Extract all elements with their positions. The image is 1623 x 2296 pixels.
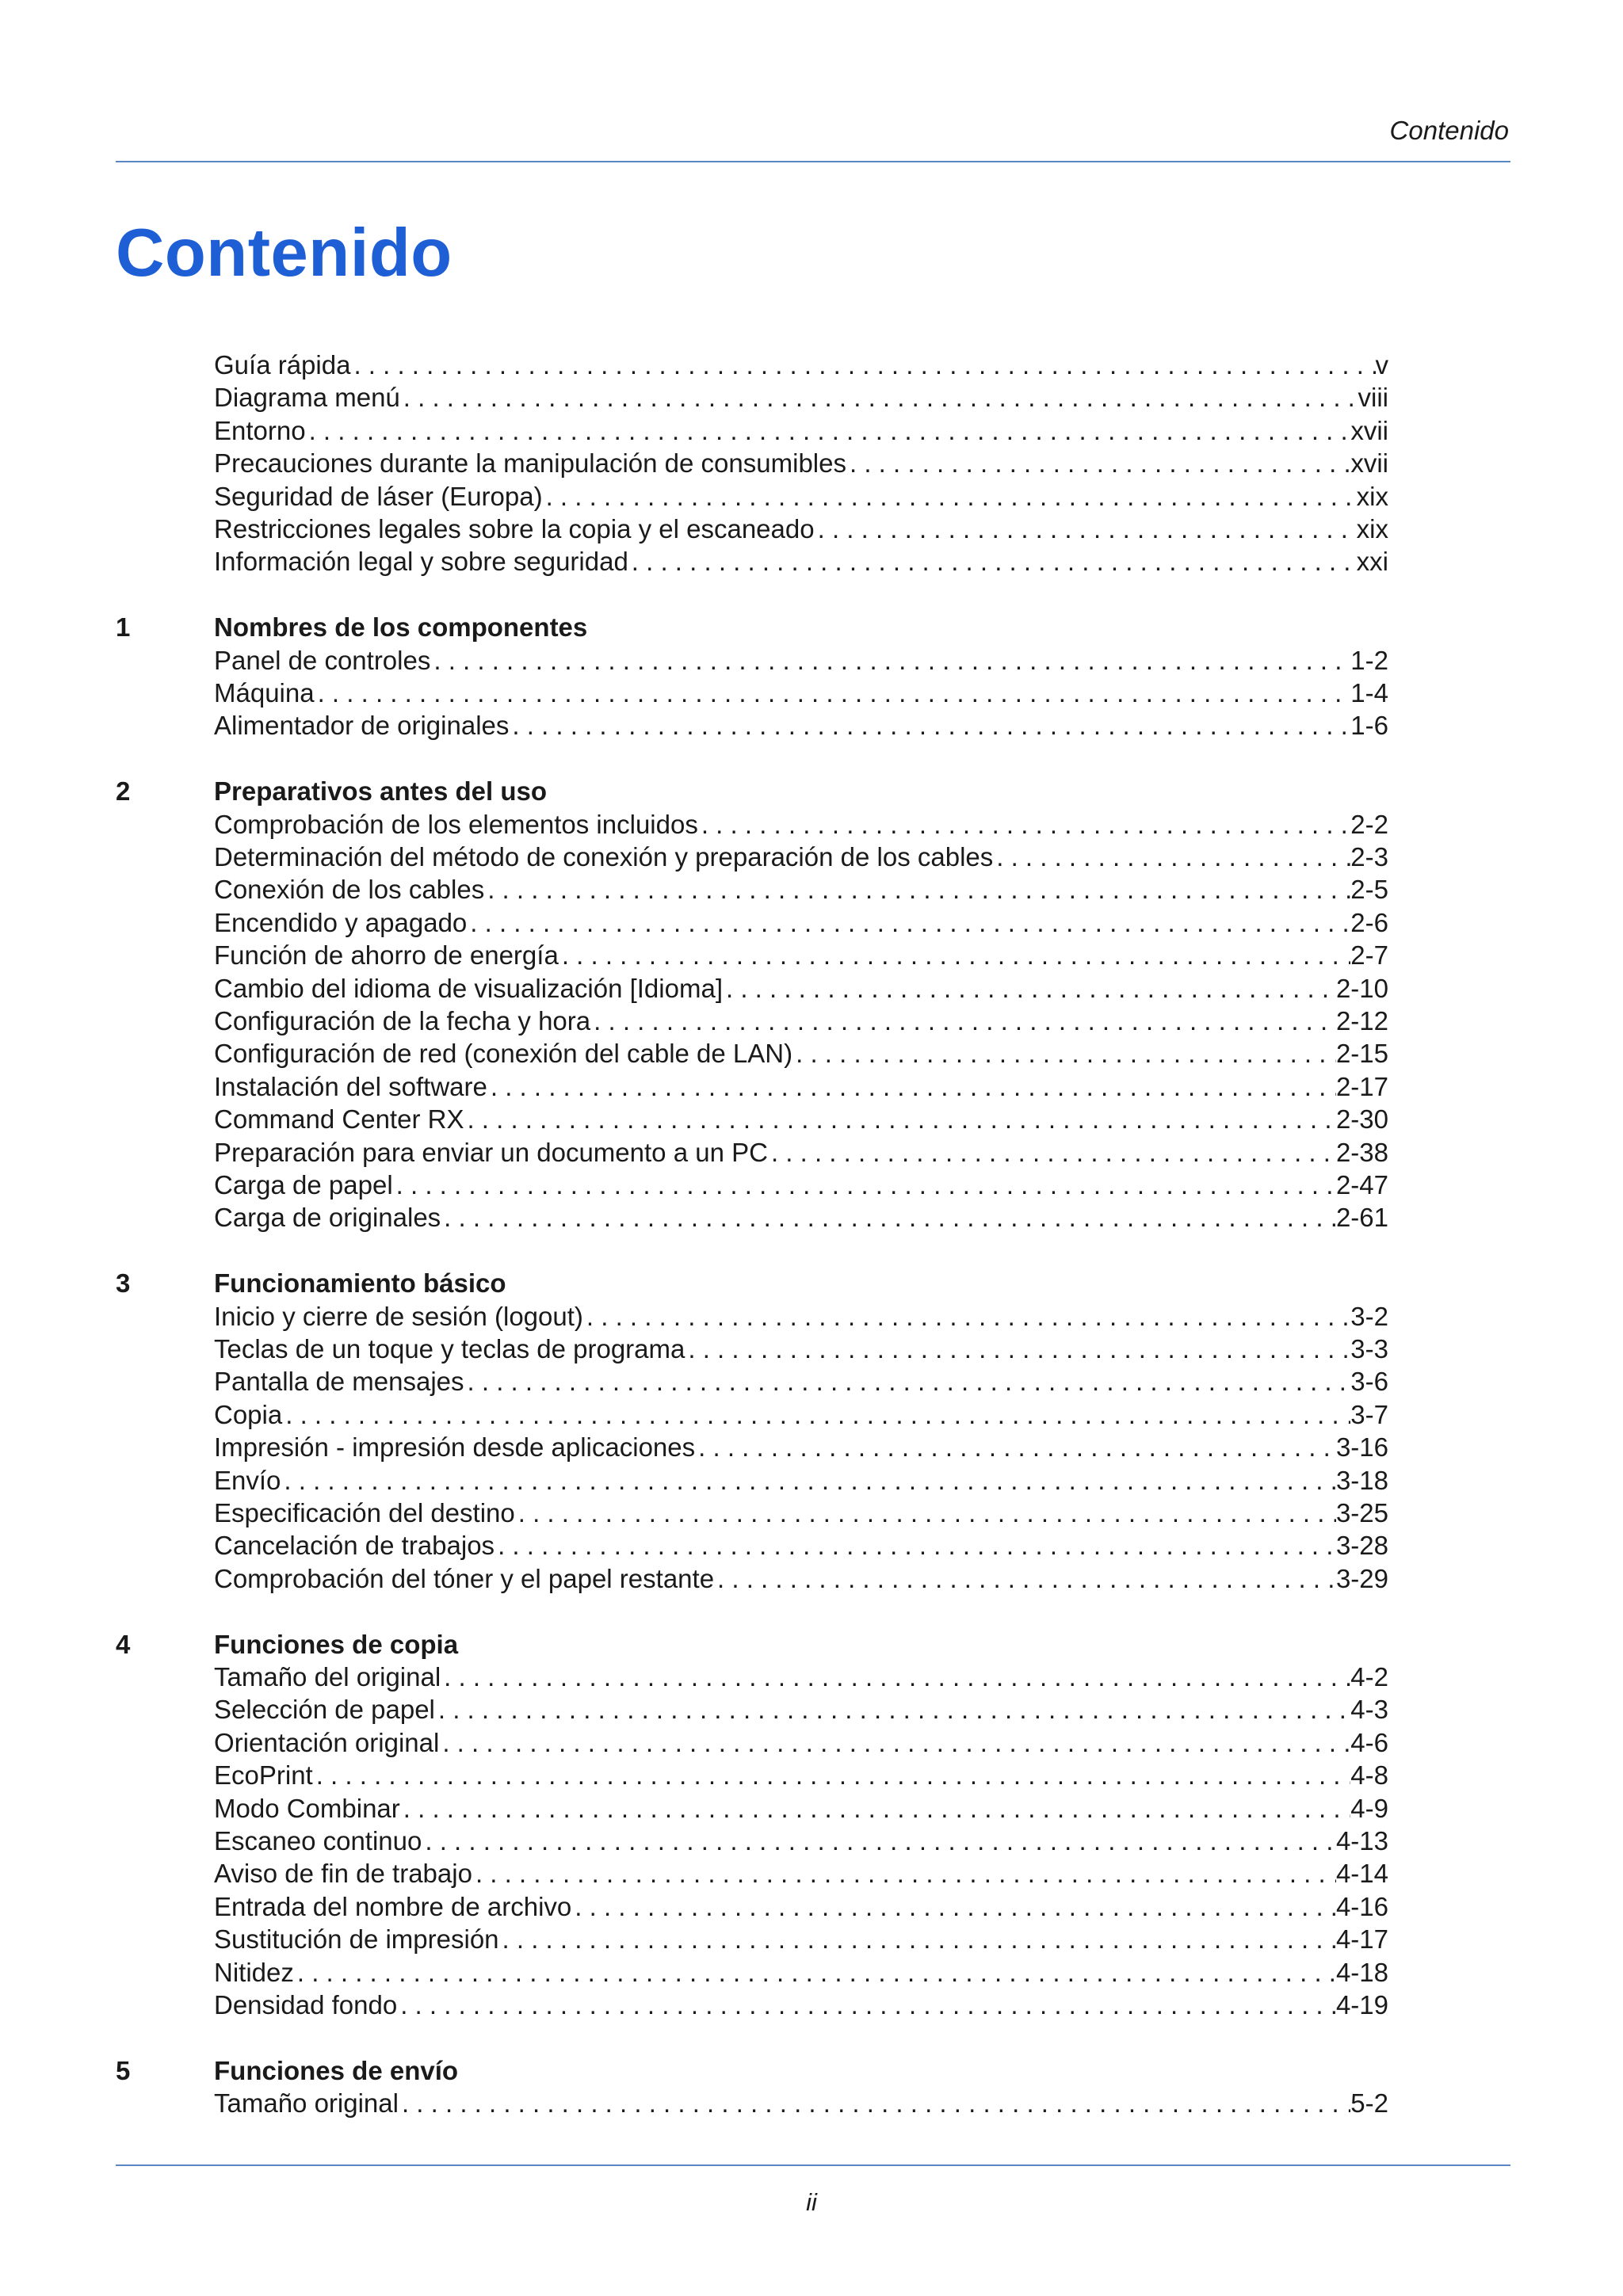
toc-entry-page: 4-14: [1335, 1859, 1388, 1889]
toc-entry[interactable]: [214, 381, 1388, 414]
toc-entry[interactable]: [214, 2087, 1388, 2119]
toc-entry[interactable]: [214, 1825, 1388, 1857]
toc-entry[interactable]: [214, 1497, 1388, 1529]
dot-leader: [467, 906, 1350, 939]
toc-entry[interactable]: [214, 1037, 1388, 1070]
toc-entry[interactable]: [214, 1431, 1388, 1463]
chapter-title: Funcionamiento básico: [214, 1268, 506, 1299]
dot-leader: [495, 1529, 1336, 1562]
toc-entry[interactable]: [214, 1759, 1388, 1791]
toc-entry[interactable]: [214, 1300, 1388, 1333]
toc-entry[interactable]: [214, 1169, 1388, 1201]
toc-entry[interactable]: [214, 873, 1388, 906]
toc-entry-label: Tamaño original: [214, 2088, 399, 2119]
toc-entry-page: 4-6: [1350, 1727, 1388, 1757]
toc-entry-page: 2-17: [1335, 1071, 1388, 1101]
toc-entry-page: 3-3: [1350, 1334, 1388, 1364]
toc-entry-page: xix: [1356, 481, 1388, 511]
toc-entry-page: 4-13: [1335, 1826, 1388, 1856]
toc-entry-label: Selección de papel: [214, 1695, 435, 1725]
dot-leader: [698, 808, 1350, 841]
toc-entry-page: 3-25: [1335, 1498, 1388, 1527]
toc-entry-page: 3-18: [1335, 1465, 1388, 1495]
dot-leader: [393, 1169, 1336, 1201]
dot-leader: [723, 972, 1336, 1005]
chapter-title: Nombres de los componentes: [214, 612, 588, 643]
toc-entry-label: Carga de papel: [214, 1169, 393, 1199]
toc-entry-label: Pantalla de mensajes: [214, 1367, 464, 1397]
table-of-contents: [0, 349, 1623, 2120]
toc-entry-label: Command Center RX: [214, 1104, 464, 1135]
dot-leader: [815, 513, 1357, 545]
toc-entry-label: Preparación para enviar un documento a un PC: [214, 1137, 768, 1167]
toc-chapter: [0, 775, 1623, 1234]
toc-entry-label: Información legal y sobre seguridad: [214, 547, 628, 577]
toc-entry-label: EcoPrint: [214, 1760, 313, 1791]
toc-entry-page: 4-18: [1335, 1957, 1388, 1987]
toc-entry-label: Escaneo continuo: [214, 1826, 422, 1856]
toc-entry[interactable]: [214, 1989, 1388, 2021]
dot-leader: [441, 1201, 1336, 1234]
toc-entry-label: Máquina: [214, 678, 315, 708]
toc-chapter: [0, 1267, 1623, 1595]
toc-entry-label: Conexión de los cables: [214, 875, 485, 905]
toc-entry[interactable]: [214, 1136, 1388, 1169]
toc-entry-label: Orientación original: [214, 1727, 440, 1757]
toc-chapter: [0, 1628, 1623, 2022]
dot-leader: [768, 1136, 1336, 1169]
toc-entry-label: Diagrama menú: [214, 383, 400, 413]
toc-entry-page: viii: [1358, 383, 1388, 413]
toc-entry[interactable]: [214, 414, 1388, 447]
toc-entry-page: 3-7: [1350, 1399, 1388, 1429]
dot-leader: [350, 349, 1375, 381]
toc-entry-label: Instalación del software: [214, 1071, 487, 1101]
toc-entry[interactable]: [214, 939, 1388, 971]
toc-entry[interactable]: [214, 841, 1388, 873]
toc-entry[interactable]: [214, 349, 1388, 381]
header-rule: [116, 161, 1510, 162]
toc-entry-page: 2-30: [1335, 1104, 1388, 1135]
dot-leader: [399, 2087, 1350, 2119]
toc-entry[interactable]: [214, 1333, 1388, 1365]
toc-entry-label: Cambio del idioma de visualización [Idioma]: [214, 973, 723, 1003]
toc-entry-page: 4-9: [1350, 1793, 1388, 1823]
dot-leader: [590, 1005, 1336, 1037]
toc-entry-label: Cancelación de trabajos: [214, 1531, 495, 1561]
dot-leader: [792, 1037, 1336, 1070]
dot-leader: [313, 1759, 1351, 1791]
chapter-number: 5: [116, 2055, 131, 2085]
toc-entry-page: 2-38: [1335, 1137, 1388, 1167]
toc-entry-label: Panel de controles: [214, 645, 431, 675]
toc-entry-label: Teclas de un toque y teclas de programa: [214, 1334, 685, 1364]
toc-entry-page: 3-29: [1335, 1563, 1388, 1593]
dot-leader: [306, 414, 1351, 447]
toc-entry[interactable]: [214, 1464, 1388, 1497]
dot-leader: [282, 1398, 1350, 1431]
toc-entry-label: Inicio y cierre de sesión (logout): [214, 1301, 583, 1331]
toc-entry[interactable]: [214, 808, 1388, 841]
dot-leader: [294, 1956, 1336, 1989]
toc-entry-label: Carga de originales: [214, 1203, 441, 1233]
dot-leader: [628, 545, 1357, 578]
dot-leader: [430, 644, 1350, 677]
chapter-heading[interactable]: [0, 611, 1623, 643]
toc-entry-label: Aviso de fin de trabajo: [214, 1859, 472, 1889]
running-header: Contenido: [1389, 116, 1509, 145]
toc-entry-page: xvii: [1350, 448, 1388, 479]
toc-entry-label: Restricciones legales sobre la copia y el escaneado: [214, 513, 815, 543]
toc-entry[interactable]: [214, 1956, 1388, 1989]
toc-entry-label: Nitidez: [214, 1957, 294, 1987]
toc-entry-label: Envío: [214, 1465, 281, 1495]
toc-entry-page: 3-28: [1335, 1531, 1388, 1561]
toc-entry-page: 3-6: [1350, 1367, 1388, 1397]
toc-entry[interactable]: [214, 1365, 1388, 1398]
dot-leader: [685, 1333, 1350, 1365]
toc-front-matter: [0, 349, 1623, 578]
toc-entry-label: Función de ahorro de energía: [214, 940, 559, 971]
dot-leader: [464, 1103, 1335, 1135]
toc-entry[interactable]: [214, 447, 1388, 479]
toc-entry-label: Configuración de red (conexión del cable de LAN): [214, 1039, 793, 1069]
toc-entry[interactable]: [214, 1562, 1388, 1595]
dot-leader: [400, 1792, 1351, 1825]
toc-entry-page: 1-4: [1350, 678, 1388, 708]
toc-entry-page: 2-7: [1350, 940, 1388, 971]
toc-entry-label: Impresión - impresión desde aplicaciones: [214, 1432, 696, 1463]
toc-entry[interactable]: [214, 644, 1388, 677]
dot-leader: [695, 1431, 1336, 1463]
toc-entry-label: Modo Combinar: [214, 1793, 400, 1823]
toc-entry-page: 2-15: [1335, 1039, 1388, 1069]
chapter-number: 3: [116, 1268, 131, 1299]
toc-entry-page: 2-47: [1335, 1169, 1388, 1199]
toc-entry-page: 5-2: [1350, 2088, 1388, 2119]
page-number: ii: [806, 2188, 817, 2216]
toc-entry-page: 2-2: [1350, 809, 1388, 839]
chapter-title: Funciones de copia: [214, 1629, 459, 1659]
dot-leader: [439, 1726, 1350, 1759]
toc-entry-label: Comprobación del tóner y el papel restante: [214, 1563, 715, 1593]
toc-entry-page: v: [1375, 350, 1388, 379]
dot-leader: [993, 841, 1350, 873]
chapter-title: Preparativos antes del uso: [214, 776, 547, 807]
toc-entry-label: Determinación del método de conexión y preparación de los cables: [214, 842, 994, 872]
dot-leader: [397, 1989, 1336, 2021]
dot-leader: [487, 1070, 1336, 1103]
toc-entry-page: 3-2: [1350, 1301, 1388, 1331]
toc-entry[interactable]: [214, 1201, 1388, 1234]
toc-entry-label: Entorno: [214, 415, 306, 445]
toc-entry[interactable]: [214, 1890, 1388, 1923]
toc-entry-page: 2-12: [1335, 1006, 1388, 1036]
toc-entry-page: 2-61: [1335, 1203, 1388, 1233]
chapter-number: 4: [116, 1629, 131, 1659]
dot-leader: [435, 1693, 1350, 1726]
dot-leader: [400, 381, 1358, 414]
dot-leader: [484, 873, 1350, 906]
dot-leader: [472, 1857, 1336, 1890]
toc-entry-label: Alimentador de originales: [214, 711, 510, 741]
toc-entry[interactable]: [214, 906, 1388, 939]
toc-entry[interactable]: [214, 513, 1388, 545]
dot-leader: [571, 1890, 1336, 1923]
page-title: Contenido: [116, 215, 453, 291]
dot-leader: [499, 1923, 1336, 1955]
toc-entry-label: Seguridad de láser (Europa): [214, 481, 543, 511]
dot-leader: [464, 1365, 1351, 1398]
chapter-heading[interactable]: [0, 2054, 1623, 2087]
toc-entry[interactable]: [214, 1005, 1388, 1037]
toc-entry-page: 2-10: [1335, 973, 1388, 1003]
toc-entry[interactable]: [214, 1398, 1388, 1431]
toc-entry-label: Guía rápida: [214, 350, 351, 379]
toc-entry-page: 4-17: [1335, 1924, 1388, 1955]
toc-entry-page: 4-19: [1335, 1989, 1388, 2019]
toc-entry[interactable]: [214, 1792, 1388, 1825]
toc-entry-label: Tamaño del original: [214, 1662, 441, 1692]
toc-entry-page: 4-3: [1350, 1695, 1388, 1725]
toc-entry[interactable]: [214, 709, 1388, 742]
footer-rule: [116, 2164, 1510, 2166]
toc-entry-page: 4-16: [1335, 1891, 1388, 1921]
toc-entry[interactable]: [214, 1070, 1388, 1103]
dot-leader: [583, 1300, 1350, 1333]
toc-entry-label: Precauciones durante la manipulación de consumibles: [214, 448, 846, 479]
toc-entry-page: xix: [1356, 513, 1388, 543]
toc-entry-label: Copia: [214, 1399, 283, 1429]
chapter-title: Funciones de envío: [214, 2055, 459, 2085]
dot-leader: [559, 939, 1350, 971]
dot-leader: [714, 1562, 1336, 1595]
chapter-heading[interactable]: [0, 1628, 1623, 1661]
dot-leader: [515, 1497, 1336, 1529]
chapter-heading[interactable]: [0, 775, 1623, 807]
chapter-number: 2: [116, 776, 131, 807]
toc-entry[interactable]: [214, 1857, 1388, 1890]
toc-entry-page: 3-16: [1335, 1432, 1388, 1463]
toc-entry-label: Especificación del destino: [214, 1498, 515, 1527]
toc-chapter: [0, 2054, 1623, 2120]
toc-entry[interactable]: [214, 480, 1388, 513]
toc-entry-page: 2-5: [1350, 875, 1388, 905]
toc-entry[interactable]: [214, 972, 1388, 1005]
dot-leader: [441, 1661, 1350, 1693]
toc-entry-label: Configuración de la fecha y hora: [214, 1006, 591, 1036]
dot-leader: [422, 1825, 1336, 1857]
toc-entry[interactable]: [214, 1923, 1388, 1955]
toc-entry[interactable]: [214, 1103, 1388, 1135]
toc-entry-label: Sustitución de impresión: [214, 1924, 499, 1955]
dot-leader: [509, 709, 1350, 742]
toc-chapter: [0, 611, 1623, 742]
toc-entry-page: xxi: [1356, 547, 1388, 577]
toc-entry-page: 2-3: [1350, 842, 1388, 872]
toc-entry-label: Densidad fondo: [214, 1989, 398, 2019]
dot-leader: [315, 677, 1351, 709]
dot-leader: [281, 1464, 1336, 1497]
toc-entry[interactable]: [214, 1726, 1388, 1759]
chapter-heading[interactable]: [0, 1267, 1623, 1299]
toc-entry-label: Entrada del nombre de archivo: [214, 1891, 572, 1921]
toc-entry-label: Encendido y apagado: [214, 907, 468, 937]
dot-leader: [846, 447, 1350, 479]
toc-entry[interactable]: [214, 545, 1388, 578]
toc-entry-page: 4-2: [1350, 1662, 1388, 1692]
toc-entry[interactable]: [214, 1661, 1388, 1693]
toc-entry[interactable]: [214, 1693, 1388, 1726]
dot-leader: [543, 480, 1357, 513]
toc-entry-label: Comprobación de los elementos incluidos: [214, 809, 698, 839]
chapter-number: 1: [116, 612, 131, 643]
toc-entry-page: xvii: [1350, 415, 1388, 445]
toc-entry[interactable]: [214, 1529, 1388, 1562]
toc-entry-page: 4-8: [1350, 1760, 1388, 1791]
toc-entry-page: 1-2: [1350, 645, 1388, 675]
toc-entry-page: 2-6: [1350, 907, 1388, 937]
toc-entry[interactable]: [214, 677, 1388, 709]
toc-entry-page: 1-6: [1350, 711, 1388, 741]
